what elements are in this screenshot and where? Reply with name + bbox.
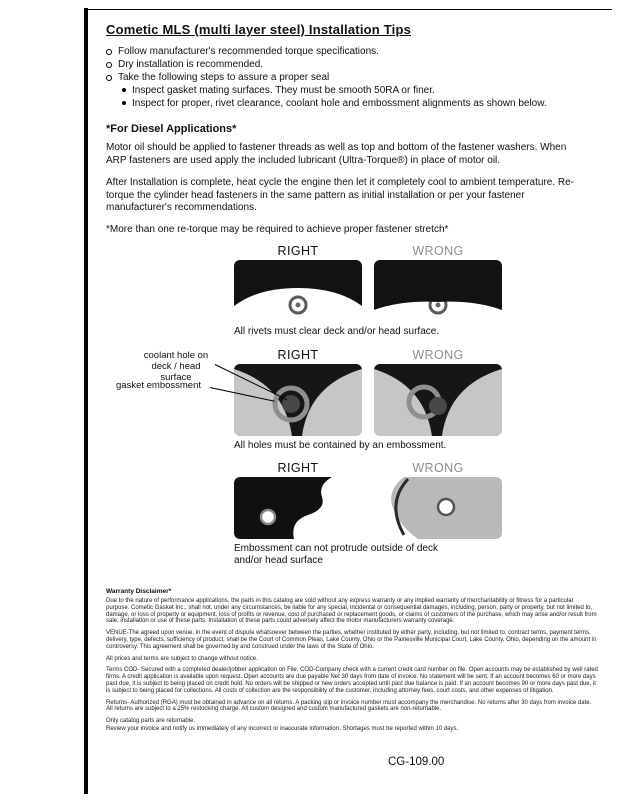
open-bullet-icon: [106, 62, 112, 68]
open-bullet-icon: [106, 49, 112, 55]
wrong-label: WRONG: [412, 461, 464, 475]
warranty-paragraph: All prices and terms are subject to change without notice.: [106, 655, 258, 662]
diesel-paragraph-1: Motor oil should be applied to fastener threads as well as top and bottom of the fastener washers. When ARP fasteners are used apply the included lubricant (Ultra-Torque®) in place of motor oil.: [106, 142, 567, 166]
tip-text: Dry installation is recommended.: [118, 59, 264, 70]
warranty-paragraph: Review your invoice and notify us immediately of any incorrect or inaccurate information. Shortages must be reported within 10 days.: [106, 725, 459, 732]
wrong-label: WRONG: [412, 244, 464, 258]
embossment-right-diagram: [234, 364, 362, 436]
tip-text: Inspect for proper, rivet clearance, coolant hole and embossment alignments as shown below.: [132, 98, 547, 109]
warranty-paragraph: Due to the nature of performance applications, the parts in this catalog are sold without any express warranty or any implied warranty of merchantability or fitness for a particular purpose. Cometic Gasket Inc., shall not, under any circumstances, be liable for any special, incidental or consequential damages, including, person, party or property, but not limited to, damage, or loss of property or equipment, loss of profits or revenue, cost of purchased or replacement goods, or claims of customers of the purchase, which may arise and/or result from sale, installation or use of these parts. Installation of these parts could adversely affect the motor manufacturers warranty coverage.: [106, 598, 597, 625]
page-border-left: [84, 8, 88, 794]
tip-text: Take the following steps to assure a proper seal: [118, 72, 330, 83]
warranty-heading: Warranty Disclaimer*: [106, 588, 172, 595]
diagram-images: [234, 364, 504, 436]
warranty-paragraph: Terms COD- Secured with a completed dealer/jobber application on File, COD-Company check with a current credit card number on file. Open accounts may be established by well rated firms. A credit application is available upon request. Open accounts are due payable Net 30 days from date of invoice. No statement will be sent. If an account becomes 60 or more days past due, it is subject to being placed on credit hold. No orders will be shipped or new orders accepted until past due balance is paid. If an account becomes 90 or more days past due, it is subject to being placed for collections. All costs of collection are the responsibility of the customer, including attorney fees, court costs, and other expenses of litigation.: [106, 667, 598, 694]
right-label: RIGHT: [277, 461, 319, 475]
warranty-disclaimer: [106, 588, 598, 733]
installation-tips-list: [106, 45, 600, 110]
retorque-note: *More than one re-torque may be required to achieve proper fastener stretch*: [106, 223, 449, 235]
tip-text: Follow manufacturer's recommended torque specifications.: [118, 46, 379, 57]
list-item: [106, 45, 600, 58]
diesel-applications-heading: *For Diesel Applications*: [106, 123, 237, 135]
diagram-labels: [234, 348, 504, 362]
open-bullet-icon: [106, 75, 112, 81]
embossment-wrong-diagram: [374, 364, 502, 436]
right-label: RIGHT: [277, 244, 319, 258]
diagram-caption: All rivets must clear deck and/or head surface.: [234, 326, 440, 337]
diagram-caption: All holes must be contained by an embossment.: [234, 439, 447, 451]
filled-bullet-icon: [122, 88, 126, 92]
page-content: [106, 18, 600, 738]
diagram-row-holes: [116, 347, 504, 452]
list-item: [106, 71, 600, 84]
diesel-paragraph-2: After Installation is complete, heat cycle the engine then let it completely cool to ambient temperature. Re-torque the cylinder head fasteners in the same pattern as initial installation or per your fastener manufacturer's recommendations.: [106, 177, 575, 213]
page-border-top: [84, 9, 612, 10]
rivet-wrong-diagram: [374, 260, 502, 322]
diagram-labels: [234, 244, 504, 258]
list-item: [106, 58, 600, 71]
diagram-caption: Embossment can not protrude outside of deck and/or head surface: [234, 543, 439, 566]
tip-text: Inspect gasket mating surfaces. They must be smooth 50RA or finer.: [132, 85, 435, 96]
diagram-row-protrusion: [234, 461, 504, 566]
right-label: RIGHT: [277, 347, 319, 362]
filled-bullet-icon: [122, 101, 126, 105]
coolant-hole-annotation: coolant hole on deck / head surface: [143, 349, 209, 383]
warranty-paragraph: VENUE-The agreed upon venue, in the event of dispute whatsoever between the parties, whether instituted by either party, including, but not limited to, contract terms, payment terms, delivery, type, defects, sufficiency of product, shall be the Court of Common Pleas, Lake County, Ohio or the Painesville Municipal Court, Lake County, Ohio, depending on the amount in controversy. This agreement shall be governed by and construed under the laws of the State of Ohio.: [106, 630, 597, 650]
warranty-paragraph: Only catalog parts are returnable.: [106, 718, 196, 725]
diagram-images: [234, 477, 504, 539]
protrusion-right-diagram: [234, 477, 362, 539]
diagram-section: [116, 244, 504, 566]
diagram-images: [234, 260, 504, 322]
protrusion-wrong-diagram: [374, 477, 502, 539]
rivet-right-diagram: [234, 260, 362, 322]
page-number: CG-109.00: [388, 756, 445, 768]
diagram-labels: [234, 461, 504, 475]
warranty-paragraph: Returns- Authorized (RGA) must be obtained in advance on all returns. A packing slip or invoice number must accompany the merchandise. No returns after 30 days from invoice date. All returns are subject to a 25% restocking charge. All custom designed and custom manufactured gaskets are non-returnable.: [106, 699, 592, 713]
list-item: [122, 84, 600, 97]
page-title: Cometic MLS (multi layer steel) Installation Tips: [106, 22, 412, 37]
diagram-row-rivets: [234, 244, 504, 338]
list-item: [122, 97, 600, 110]
wrong-label: WRONG: [412, 347, 464, 362]
gasket-embossment-annotation: gasket embossment: [116, 379, 202, 391]
